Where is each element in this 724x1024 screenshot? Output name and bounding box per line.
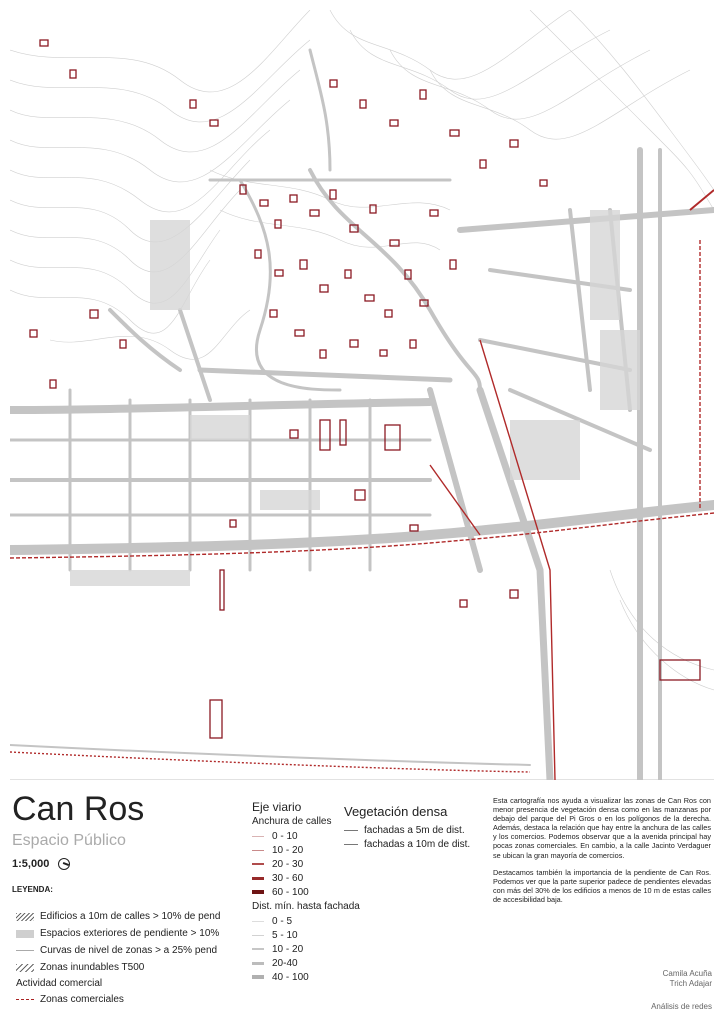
commercial-heading: Actividad comercial [16, 978, 103, 989]
exterior-slope-areas [70, 210, 640, 586]
line-icon [252, 921, 264, 922]
legend-item [16, 908, 256, 925]
dist-item [252, 956, 360, 970]
line-icon [252, 877, 264, 880]
map-scale: 1:5,000 [12, 858, 50, 870]
legend-item-label: Zonas inundables T500 [40, 962, 145, 973]
line-icon [252, 850, 264, 851]
width-item [252, 885, 360, 899]
legend-item-label: Curvas de nivel de zonas > a 25% pend [40, 945, 218, 956]
width-item [252, 871, 360, 885]
north-arrow-icon [58, 858, 70, 870]
map-title: Can Ros [12, 790, 145, 828]
dist-item [252, 970, 360, 984]
dist-label: 10 - 20 [272, 943, 304, 955]
dist-label: 0 - 5 [272, 915, 293, 927]
description-text [493, 796, 711, 912]
dist-item [252, 928, 360, 942]
legend-item-label: Zonas comerciales [40, 993, 124, 1005]
legend-item [16, 925, 256, 942]
dist-label: 40 - 100 [272, 971, 309, 983]
line-icon [252, 836, 264, 837]
author-name: Trich Adajar [669, 979, 712, 988]
dist-item [252, 942, 360, 956]
vegetacion-label: fachadas a 10m de dist. [364, 838, 471, 850]
contour-line-icon [16, 950, 34, 951]
gray-swatch-icon [16, 930, 34, 938]
dist-heading: Dist. mín. hasta fachada [252, 901, 360, 912]
legend-heading: LEYENDA: [12, 885, 53, 894]
width-label: 60 - 100 [272, 886, 309, 898]
dashed-line-icon [16, 999, 34, 1000]
dist-label: 20-40 [272, 957, 298, 969]
description-paragraph: Destacamos también la importancia de la pendiente de Can Ros. Podemos ver que la parte superior padece de pendientes elevadas con más del 30% de los edificios a menos de 10 m de estas calles de accesibilidad baja. [493, 867, 711, 904]
width-label: 10 - 20 [272, 844, 304, 856]
legend-item-label: Espacios exteriores de pendiente > 10% [40, 928, 220, 939]
line-icon [344, 830, 358, 831]
description-paragraph: Esta cartografía nos ayuda a visualizar las zonas de Can Ros con menor presencia de vegetación densa como en las manzanas por debajo del parque del Pi Gros o en los polígonos de la derecha. Además, destaca la relación que hay entre la anchura de las calles y los comercios. Podemos observar que a la avenida principal hay pocas zonas comerciales. En cambio, a la calle Jacinto Verdaguer se ubican la gran mayoría de comercios. [493, 796, 711, 860]
dist-label: 5 - 10 [272, 929, 298, 941]
hatch-icon [16, 913, 34, 921]
vegetacion-heading: Vegetación densa [344, 804, 448, 819]
width-label: 20 - 30 [272, 858, 304, 870]
line-icon [252, 948, 264, 950]
line-icon [252, 890, 264, 894]
dist-item [252, 914, 360, 928]
line-icon [252, 975, 264, 979]
flood-hatch-icon [16, 964, 34, 972]
eje-viario-heading: Eje viario [252, 800, 302, 814]
vegetacion-label: fachadas a 5m de dist. [364, 824, 465, 836]
vegetacion-legend [344, 804, 470, 851]
vegetacion-item [344, 823, 470, 837]
legend-item [16, 942, 256, 959]
authors [663, 969, 712, 989]
legend-item [16, 959, 256, 976]
legend [16, 908, 256, 1006]
line-icon [344, 844, 358, 845]
legend-item-label: Edificios a 10m de calles > 10% de pend [40, 911, 221, 922]
line-icon [252, 962, 264, 965]
width-heading: Anchura de calles [252, 816, 332, 827]
width-label: 0 - 10 [272, 830, 298, 842]
width-item [252, 857, 360, 871]
author-name: Camila Acuña [662, 969, 712, 978]
line-icon [252, 935, 264, 936]
footer-label: Análisis de redes [651, 1002, 712, 1011]
legend-item [16, 992, 256, 1006]
map-canvas [10, 10, 714, 780]
street-network [10, 50, 714, 780]
map-subtitle: Espacio Público [12, 832, 126, 849]
vegetacion-item [344, 837, 470, 851]
line-icon [252, 863, 264, 865]
buildings-steep [30, 40, 700, 738]
width-label: 30 - 60 [272, 872, 304, 884]
